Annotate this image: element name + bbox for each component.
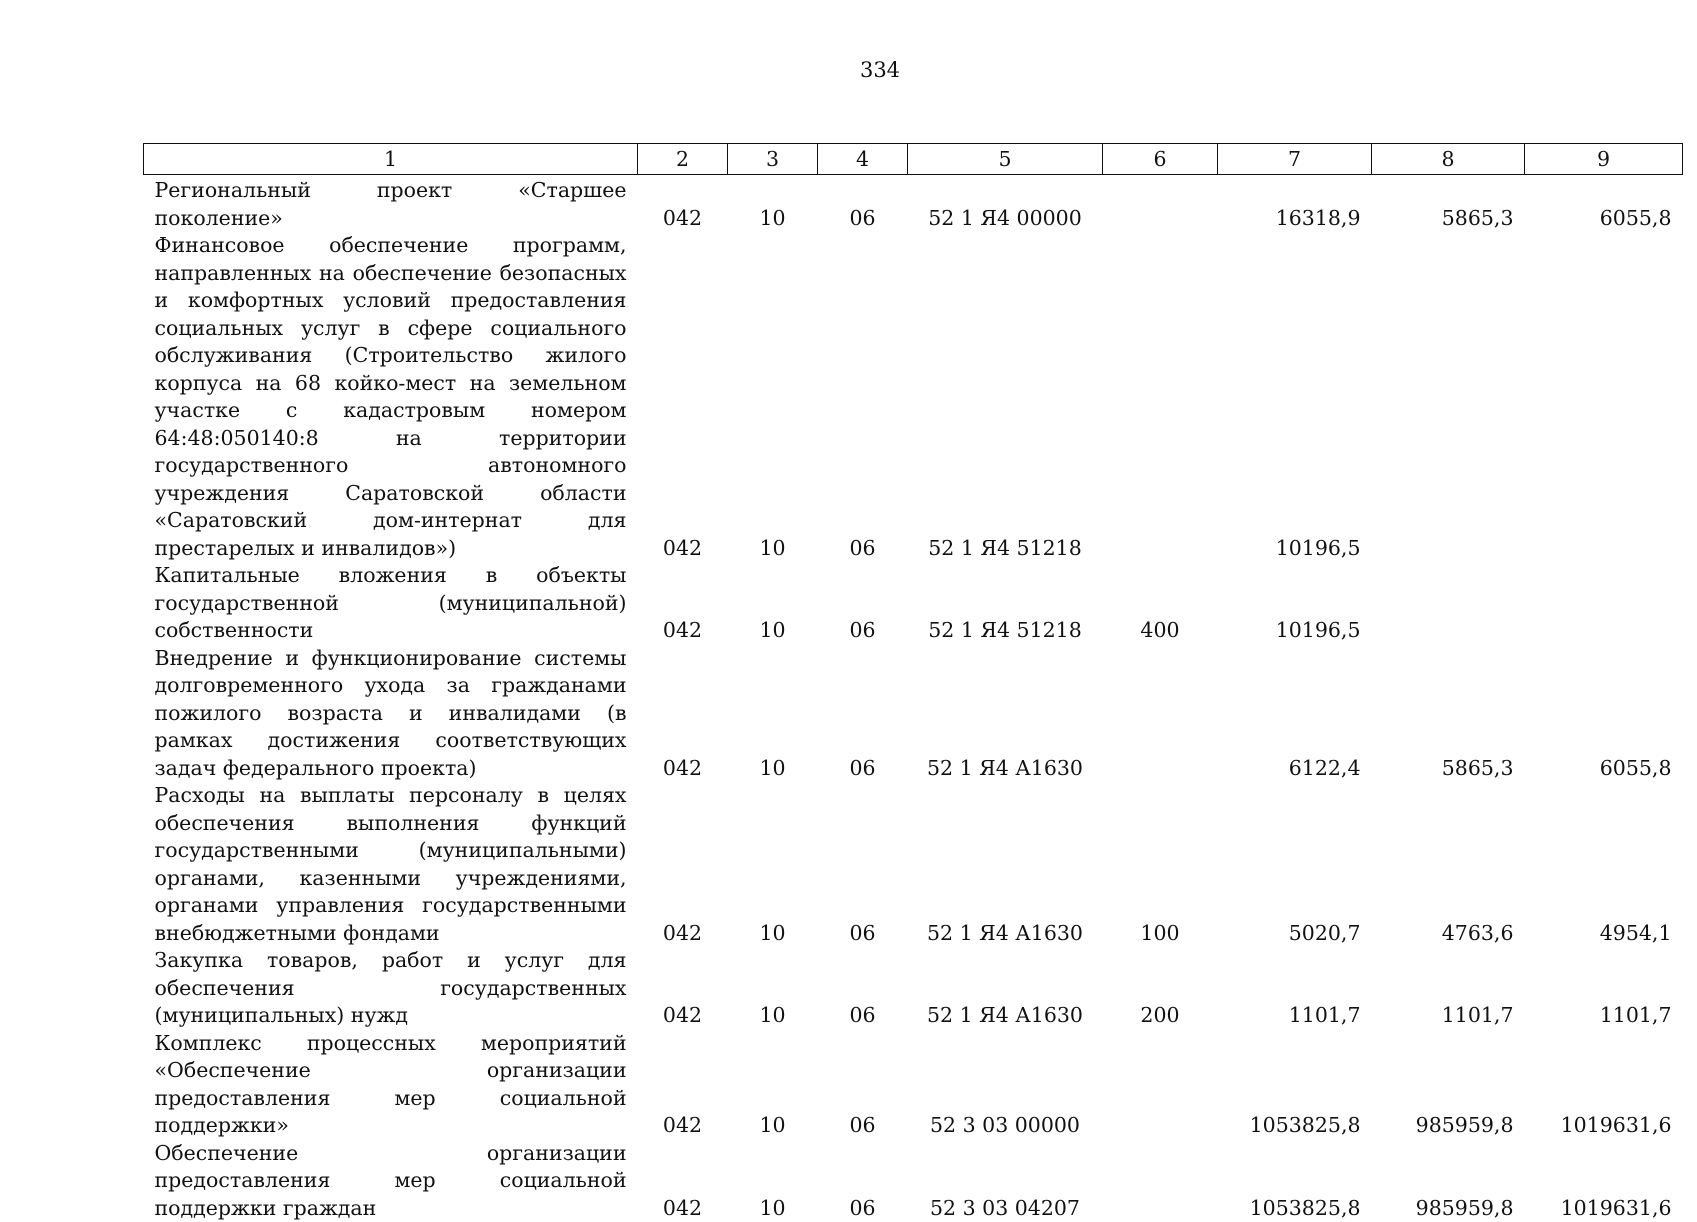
- cell-amount-col9: 6055,8: [1525, 175, 1683, 233]
- row-description: Капитальные вложения в объекты государственной (муниципальной) собственности: [144, 562, 638, 645]
- row-description: Финансовое обеспечение программ, направленных на обеспечение безопасных и комфортных условий предоставления социальных услуг в сфере социального обслуживания (Строительство жилого корпуса на 68 койко-мест на земельном участке с кадастровым номером 64:48:050140:8 на территории государственного автономного учреждения Саратовской области «Саратовский дом-интернат для престарелых и инвалидов»): [144, 232, 638, 562]
- cell-amount-col9: 4954,1: [1525, 782, 1683, 947]
- cell-target-item: 52 1 Я4 51218: [908, 232, 1103, 562]
- cell-subsection: 06: [818, 645, 908, 783]
- table-row: [144, 1030, 1683, 1140]
- cell-subsection: 06: [818, 1140, 908, 1222]
- cell-target-item: 52 1 Я4 00000: [908, 175, 1103, 233]
- page-number: 334: [0, 58, 1697, 82]
- column-header: 9: [1525, 144, 1683, 175]
- cell-expense-type: 200: [1103, 947, 1218, 1030]
- cell-section: 10: [728, 645, 818, 783]
- cell-amount-col7: 6122,4: [1218, 645, 1372, 783]
- budget-table: [143, 143, 1683, 1222]
- cell-ministry-code: 042: [638, 782, 728, 947]
- table-row: [144, 947, 1683, 1030]
- table-row: [144, 1140, 1683, 1222]
- column-header: 3: [728, 144, 818, 175]
- cell-subsection: 06: [818, 782, 908, 947]
- cell-section: 10: [728, 782, 818, 947]
- row-description: Комплекс процессных мероприятий «Обеспечение организации предоставления мер социальной поддержки»: [144, 1030, 638, 1140]
- row-description: Внедрение и функционирование системы долговременного ухода за гражданами пожилого возраста и инвалидами (в рамках достижения соответствующих задач федерального проекта): [144, 645, 638, 783]
- cell-amount-col8: 4763,6: [1372, 782, 1525, 947]
- cell-expense-type: 400: [1103, 562, 1218, 645]
- cell-section: 10: [728, 1030, 818, 1140]
- cell-amount-col8: 985959,8: [1372, 1030, 1525, 1140]
- cell-target-item: 52 1 Я4 А1630: [908, 782, 1103, 947]
- cell-amount-col7: 5020,7: [1218, 782, 1372, 947]
- cell-amount-col8: 5865,3: [1372, 175, 1525, 233]
- cell-ministry-code: 042: [638, 1030, 728, 1140]
- cell-ministry-code: 042: [638, 232, 728, 562]
- cell-amount-col8: [1372, 232, 1525, 562]
- cell-subsection: 06: [818, 562, 908, 645]
- cell-target-item: 52 3 03 00000: [908, 1030, 1103, 1140]
- column-header: 2: [638, 144, 728, 175]
- cell-amount-col7: 1101,7: [1218, 947, 1372, 1030]
- cell-amount-col8: 985959,8: [1372, 1140, 1525, 1222]
- table-header-row: [144, 144, 1683, 175]
- table-row: [144, 782, 1683, 947]
- cell-target-item: 52 1 Я4 А1630: [908, 947, 1103, 1030]
- row-description: Расходы на выплаты персоналу в целях обеспечения выполнения функций государственными (муниципальными) органами, казенными учреждениями, органами управления государственными внебюджетными фондами: [144, 782, 638, 947]
- cell-target-item: 52 1 Я4 51218: [908, 562, 1103, 645]
- column-header: 8: [1372, 144, 1525, 175]
- cell-amount-col9: 1101,7: [1525, 947, 1683, 1030]
- cell-subsection: 06: [818, 947, 908, 1030]
- cell-expense-type: [1103, 232, 1218, 562]
- row-description: Обеспечение организации предоставления мер социальной поддержки граждан: [144, 1140, 638, 1222]
- cell-expense-type: [1103, 1140, 1218, 1222]
- cell-subsection: 06: [818, 1030, 908, 1140]
- cell-target-item: 52 3 03 04207: [908, 1140, 1103, 1222]
- cell-section: 10: [728, 562, 818, 645]
- column-header: 1: [144, 144, 638, 175]
- table-row: [144, 645, 1683, 783]
- cell-expense-type: [1103, 645, 1218, 783]
- cell-amount-col8: 1101,7: [1372, 947, 1525, 1030]
- row-description: Региональный проект «Старшее поколение»: [144, 175, 638, 233]
- cell-amount-col7: 10196,5: [1218, 232, 1372, 562]
- cell-expense-type: [1103, 1030, 1218, 1140]
- cell-ministry-code: 042: [638, 947, 728, 1030]
- cell-amount-col9: 1019631,6: [1525, 1140, 1683, 1222]
- column-header: 4: [818, 144, 908, 175]
- cell-amount-col9: 6055,8: [1525, 645, 1683, 783]
- cell-target-item: 52 1 Я4 А1630: [908, 645, 1103, 783]
- cell-section: 10: [728, 947, 818, 1030]
- cell-amount-col7: 10196,5: [1218, 562, 1372, 645]
- cell-section: 10: [728, 1140, 818, 1222]
- cell-amount-col9: [1525, 232, 1683, 562]
- cell-amount-col7: 1053825,8: [1218, 1140, 1372, 1222]
- cell-amount-col9: [1525, 562, 1683, 645]
- cell-amount-col7: 16318,9: [1218, 175, 1372, 233]
- table-row: [144, 175, 1683, 233]
- cell-expense-type: [1103, 175, 1218, 233]
- column-header: 5: [908, 144, 1103, 175]
- cell-amount-col8: [1372, 562, 1525, 645]
- column-header: 7: [1218, 144, 1372, 175]
- cell-ministry-code: 042: [638, 645, 728, 783]
- column-header: 6: [1103, 144, 1218, 175]
- cell-section: 10: [728, 175, 818, 233]
- cell-amount-col7: 1053825,8: [1218, 1030, 1372, 1140]
- cell-subsection: 06: [818, 232, 908, 562]
- cell-amount-col8: 5865,3: [1372, 645, 1525, 783]
- cell-section: 10: [728, 232, 818, 562]
- table-row: [144, 562, 1683, 645]
- cell-ministry-code: 042: [638, 175, 728, 233]
- row-description: Закупка товаров, работ и услуг для обеспечения государственных (муниципальных) нужд: [144, 947, 638, 1030]
- cell-ministry-code: 042: [638, 562, 728, 645]
- cell-subsection: 06: [818, 175, 908, 233]
- table-row: [144, 232, 1683, 562]
- cell-expense-type: 100: [1103, 782, 1218, 947]
- cell-amount-col9: 1019631,6: [1525, 1030, 1683, 1140]
- cell-ministry-code: 042: [638, 1140, 728, 1222]
